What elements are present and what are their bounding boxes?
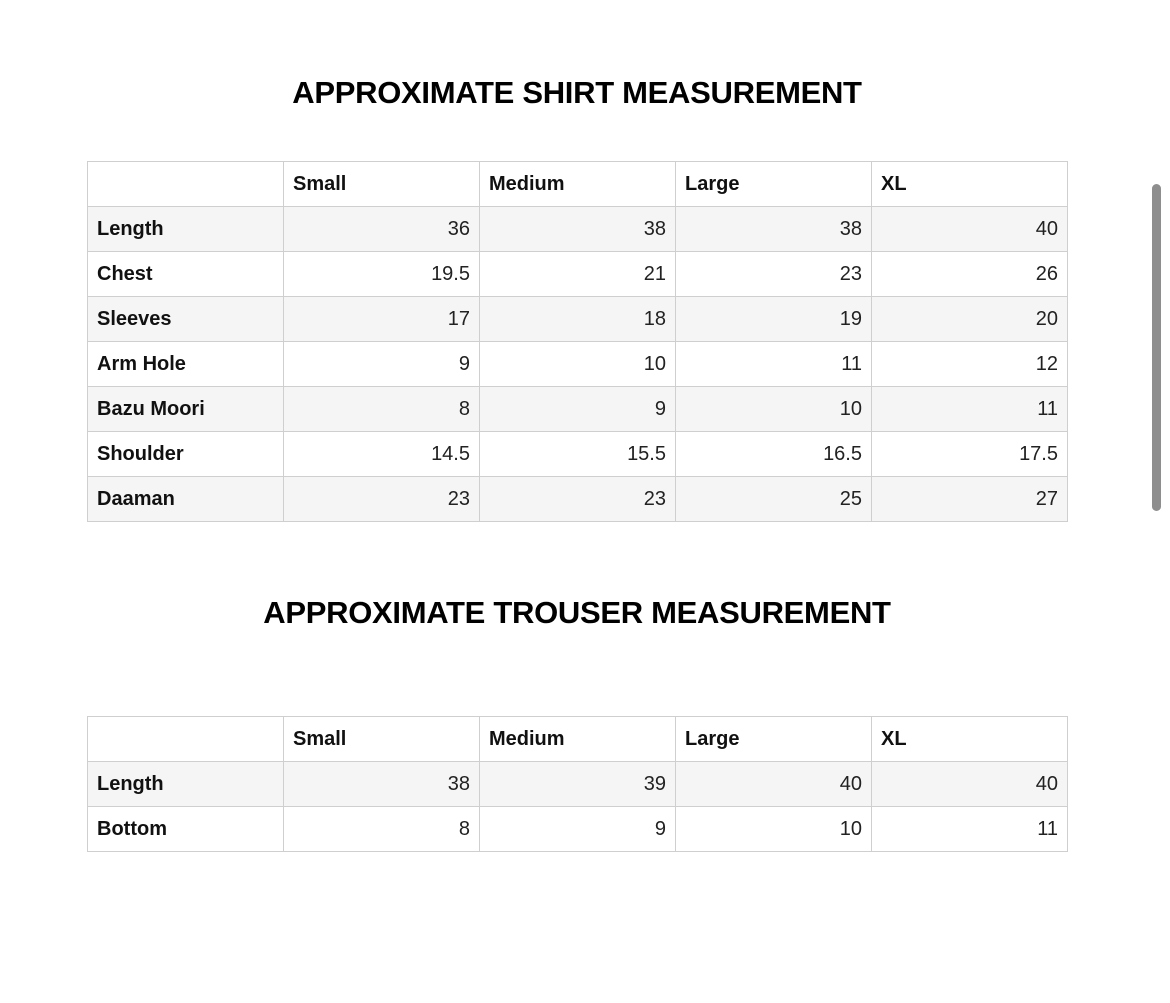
table-row [88,342,1068,387]
table-cell: 14.5 [284,432,480,477]
table-cell: 16.5 [676,432,872,477]
table-cell: 27 [872,477,1068,522]
table-row [88,207,1068,252]
row-label: Arm Hole [88,342,284,387]
row-label: Shoulder [88,432,284,477]
table-cell: 38 [676,207,872,252]
table-cell: 40 [676,762,872,807]
table-row [88,762,1068,807]
column-header-small: Small [284,162,480,207]
table-cell: 23 [284,477,480,522]
table-row [88,432,1068,477]
vertical-scrollbar[interactable] [1152,184,1161,511]
row-label: Length [88,207,284,252]
table-cell: 19.5 [284,252,480,297]
trouser-measurement-table [87,716,1068,852]
row-label: Chest [88,252,284,297]
table-cell: 40 [872,762,1068,807]
table-cell: 11 [872,387,1068,432]
column-header-medium: Medium [480,162,676,207]
table-header-row [88,162,1068,207]
row-label: Daaman [88,477,284,522]
shirt-measurement-table [87,161,1068,522]
table-cell: 26 [872,252,1068,297]
table-cell: 12 [872,342,1068,387]
table-cell: 9 [480,807,676,852]
table-cell: 19 [676,297,872,342]
table-cell: 20 [872,297,1068,342]
table-row [88,387,1068,432]
table-cell: 23 [676,252,872,297]
column-header-small: Small [284,717,480,762]
column-header-xl: XL [872,162,1068,207]
column-header-blank [88,717,284,762]
table-row [88,297,1068,342]
table-cell: 10 [676,387,872,432]
row-label: Length [88,762,284,807]
table-cell: 10 [676,807,872,852]
table-row [88,807,1068,852]
table-cell: 9 [284,342,480,387]
row-label: Bazu Moori [88,387,284,432]
table-cell: 38 [480,207,676,252]
table-cell: 21 [480,252,676,297]
table-row [88,477,1068,522]
table-cell: 11 [872,807,1068,852]
shirt-measurement-title: APPROXIMATE SHIRT MEASUREMENT [292,75,862,110]
table-cell: 17 [284,297,480,342]
table-cell: 11 [676,342,872,387]
row-label: Bottom [88,807,284,852]
table-cell: 40 [872,207,1068,252]
table-cell: 8 [284,387,480,432]
table-cell: 39 [480,762,676,807]
table-cell: 25 [676,477,872,522]
column-header-xl: XL [872,717,1068,762]
table-cell: 8 [284,807,480,852]
table-cell: 15.5 [480,432,676,477]
column-header-medium: Medium [480,717,676,762]
table-cell: 38 [284,762,480,807]
column-header-large: Large [676,717,872,762]
row-label: Sleeves [88,297,284,342]
table-header-row [88,717,1068,762]
table-cell: 36 [284,207,480,252]
table-cell: 17.5 [872,432,1068,477]
table-cell: 10 [480,342,676,387]
trouser-measurement-title: APPROXIMATE TROUSER MEASUREMENT [263,595,891,630]
column-header-large: Large [676,162,872,207]
table-row [88,252,1068,297]
table-cell: 23 [480,477,676,522]
table-cell: 9 [480,387,676,432]
table-cell: 18 [480,297,676,342]
column-header-blank [88,162,284,207]
